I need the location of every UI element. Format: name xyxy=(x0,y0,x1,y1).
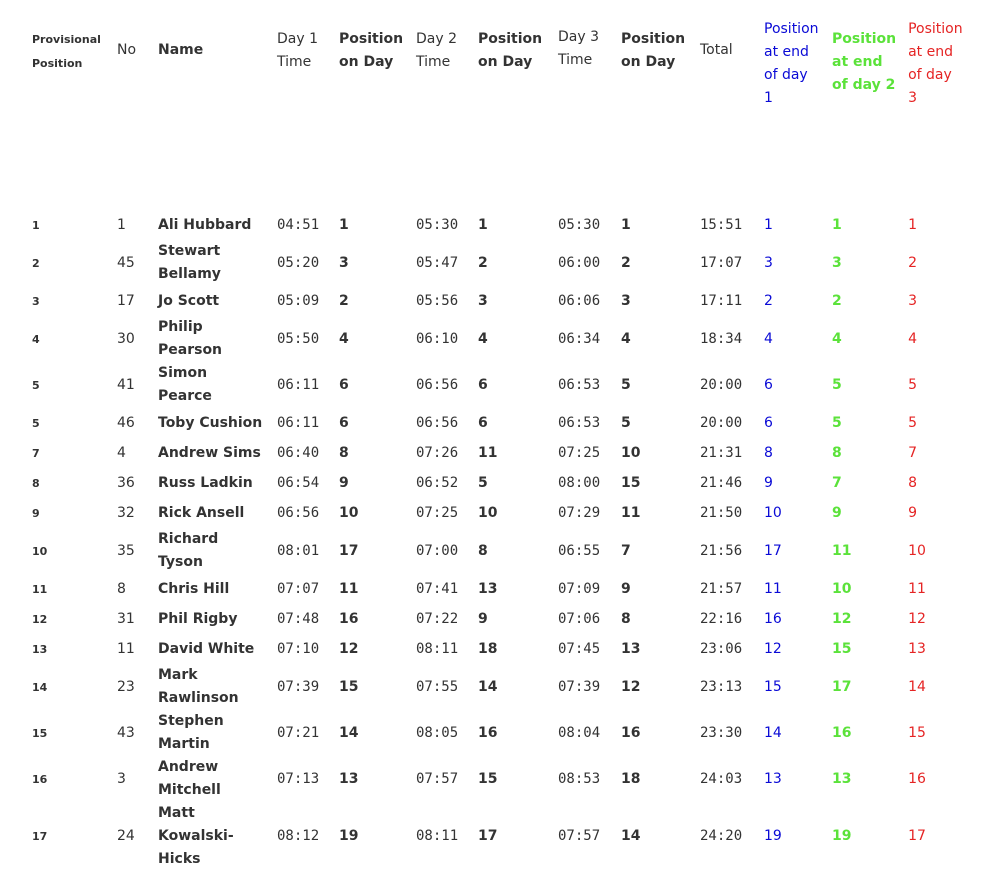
total-time-cell: 18:34 xyxy=(700,330,743,347)
total-time-cell: 23:13 xyxy=(700,678,743,695)
end-day2-position-cell: 15 xyxy=(832,640,852,657)
provisional-position-cell: 11 xyxy=(32,582,48,596)
end-day3-position-cell: 10 xyxy=(908,542,926,559)
table-row xyxy=(26,210,969,240)
results-body xyxy=(26,210,969,871)
table-row xyxy=(26,438,969,468)
runner-number-cell: 23 xyxy=(117,678,135,695)
day2-position-cell: 6 xyxy=(478,376,488,393)
day2-time-cell: 07:41 xyxy=(416,580,459,597)
provisional-position-cell: 3 xyxy=(32,294,40,308)
provisional-position-cell: 14 xyxy=(32,680,48,694)
table-row xyxy=(26,756,969,802)
table-row xyxy=(26,604,969,634)
day3-position-cell: 7 xyxy=(621,542,631,559)
runner-number-cell: 4 xyxy=(117,444,126,461)
end-day3-position-cell: 8 xyxy=(908,474,918,491)
header-position-end-day2: Position at end of day 2 xyxy=(832,31,897,93)
day3-time-cell: 07:06 xyxy=(558,610,601,627)
end-day3-position-cell: 4 xyxy=(908,330,918,347)
day1-position-cell: 15 xyxy=(339,678,359,695)
day2-position-cell: 16 xyxy=(478,724,498,741)
end-day2-position-cell: 19 xyxy=(832,828,852,844)
total-time-cell: 23:30 xyxy=(700,724,743,741)
end-day2-position-cell: 5 xyxy=(832,376,842,393)
runner-name-cell: Jo Scott xyxy=(158,292,220,309)
day1-position-cell: 2 xyxy=(339,292,349,309)
provisional-position-cell: 5 xyxy=(32,416,40,430)
day2-position-cell: 17 xyxy=(478,828,498,844)
table-row xyxy=(26,802,969,871)
total-time-cell: 21:56 xyxy=(700,542,743,559)
header-position-end-day1: Position at end of day 1 xyxy=(764,21,819,106)
day3-time-cell: 06:06 xyxy=(558,292,601,309)
day1-time-cell: 07:21 xyxy=(277,724,320,741)
day3-time-cell: 08:04 xyxy=(558,724,601,741)
table-row xyxy=(26,664,969,710)
provisional-position-cell: 9 xyxy=(32,506,40,520)
total-time-cell: 21:46 xyxy=(700,474,743,491)
day3-time-cell: 07:45 xyxy=(558,640,601,657)
end-day1-position-cell: 4 xyxy=(764,330,773,347)
day2-time-cell: 06:10 xyxy=(416,330,459,347)
day3-position-cell: 5 xyxy=(621,414,631,431)
day1-time-cell: 07:07 xyxy=(277,580,320,597)
day3-time-cell: 07:25 xyxy=(558,444,601,461)
day3-time-cell: 07:29 xyxy=(558,504,601,521)
end-day1-position-cell: 1 xyxy=(764,216,773,233)
table-row xyxy=(26,574,969,604)
header-position-day1: Position on Day xyxy=(339,31,404,70)
day2-position-cell: 3 xyxy=(478,292,488,309)
provisional-position-cell: 13 xyxy=(32,642,48,656)
table-row xyxy=(26,634,969,664)
end-day1-position-cell: 3 xyxy=(764,254,773,271)
day1-time-cell: 06:11 xyxy=(277,376,320,393)
day3-position-cell: 5 xyxy=(621,376,631,393)
day3-time-cell: 06:53 xyxy=(558,414,601,431)
provisional-position-cell: 7 xyxy=(32,446,40,460)
day2-position-cell: 14 xyxy=(478,678,498,695)
day2-position-cell: 15 xyxy=(478,770,498,787)
end-day1-position-cell: 12 xyxy=(764,640,782,657)
provisional-position-cell: 12 xyxy=(32,612,48,626)
end-day1-position-cell: 16 xyxy=(764,610,782,627)
day3-position-cell: 1 xyxy=(621,216,631,233)
runner-number-cell: 31 xyxy=(117,610,135,627)
day1-time-cell: 06:11 xyxy=(277,414,320,431)
runner-name-cell: David White xyxy=(158,640,255,657)
day1-position-cell: 17 xyxy=(339,542,359,559)
end-day1-position-cell: 14 xyxy=(764,724,782,741)
runner-name-cell: Andrew Sims xyxy=(158,444,261,461)
day2-time-cell: 08:05 xyxy=(416,724,459,741)
end-day3-position-cell: 1 xyxy=(908,216,918,233)
day1-position-cell: 1 xyxy=(339,216,349,233)
total-time-cell: 21:31 xyxy=(700,444,743,461)
table-row xyxy=(26,362,969,408)
day1-time-cell: 05:50 xyxy=(277,330,320,347)
provisional-position-cell: 8 xyxy=(32,476,40,490)
day3-position-cell: 13 xyxy=(621,640,641,657)
day1-position-cell: 14 xyxy=(339,724,359,741)
total-time-cell: 23:06 xyxy=(700,640,743,657)
day1-time-cell: 07:48 xyxy=(277,610,320,627)
header-position-end-day3: Position at end of day 3 xyxy=(908,21,963,106)
header-day2-time: Day 2 Time xyxy=(416,31,458,70)
runner-number-cell: 8 xyxy=(117,580,126,597)
day2-time-cell: 06:56 xyxy=(416,414,459,431)
day2-time-cell: 07:00 xyxy=(416,542,459,559)
day1-time-cell: 07:13 xyxy=(277,770,320,787)
runner-name-cell: Simon Pearce xyxy=(158,365,212,404)
day1-time-cell: 06:56 xyxy=(277,504,320,521)
day3-position-cell: 16 xyxy=(621,724,641,741)
day2-position-cell: 1 xyxy=(478,216,488,233)
day1-time-cell: 06:54 xyxy=(277,474,320,491)
provisional-position-cell: 15 xyxy=(32,726,48,740)
end-day2-position-cell: 5 xyxy=(832,414,842,431)
day2-position-cell: 4 xyxy=(478,330,488,347)
day2-time-cell: 08:11 xyxy=(416,828,459,844)
day2-position-cell: 5 xyxy=(478,474,488,491)
runner-number-cell: 3 xyxy=(117,770,126,787)
runner-name-cell: Ali Hubbard xyxy=(158,216,252,233)
day3-time-cell: 06:00 xyxy=(558,254,601,271)
table-row xyxy=(26,468,969,498)
day2-position-cell: 13 xyxy=(478,580,498,597)
day3-time-cell: 06:55 xyxy=(558,542,601,559)
header-day1-time: Day 1 Time xyxy=(277,31,319,70)
table-row xyxy=(26,498,969,528)
end-day2-position-cell: 8 xyxy=(832,444,842,461)
day1-time-cell: 08:12 xyxy=(277,828,320,844)
end-day1-position-cell: 6 xyxy=(764,414,773,431)
day1-time-cell: 08:01 xyxy=(277,542,320,559)
runner-name-cell: Richard Tyson xyxy=(158,531,219,570)
runner-name-cell: Andrew Mitchell xyxy=(158,759,221,798)
table-row xyxy=(26,240,969,286)
day3-time-cell: 06:53 xyxy=(558,376,601,393)
day2-position-cell: 6 xyxy=(478,414,488,431)
end-day3-position-cell: 14 xyxy=(908,678,926,695)
end-day2-position-cell: 2 xyxy=(832,292,842,309)
runner-number-cell: 46 xyxy=(117,414,135,431)
total-time-cell: 17:07 xyxy=(700,254,743,271)
table-row xyxy=(26,710,969,756)
day1-position-cell: 19 xyxy=(339,828,359,844)
day1-time-cell: 05:20 xyxy=(277,254,320,271)
end-day3-position-cell: 9 xyxy=(908,504,918,521)
end-day2-position-cell: 17 xyxy=(832,678,852,695)
end-day2-position-cell: 11 xyxy=(832,542,852,559)
day2-position-cell: 18 xyxy=(478,640,498,657)
runner-number-cell: 24 xyxy=(117,828,135,844)
total-time-cell: 24:03 xyxy=(700,770,743,787)
day1-position-cell: 9 xyxy=(339,474,349,491)
end-day3-position-cell: 15 xyxy=(908,724,926,741)
day1-position-cell: 6 xyxy=(339,376,349,393)
total-time-cell: 20:00 xyxy=(700,414,743,431)
end-day1-position-cell: 13 xyxy=(764,770,782,787)
day3-position-cell: 10 xyxy=(621,444,641,461)
end-day1-position-cell: 10 xyxy=(764,504,782,521)
provisional-position-cell: 2 xyxy=(32,256,40,270)
header-position-day2: Position on Day xyxy=(478,31,543,70)
end-day2-position-cell: 10 xyxy=(832,580,852,597)
end-day2-position-cell: 1 xyxy=(832,216,842,233)
day1-time-cell: 07:39 xyxy=(277,678,320,695)
table-row xyxy=(26,528,969,574)
day2-time-cell: 05:56 xyxy=(416,292,459,309)
runner-name-cell: Matt Kowalski-Hicks xyxy=(158,805,234,867)
provisional-position-cell: 10 xyxy=(32,544,48,558)
total-time-cell: 21:57 xyxy=(700,580,743,597)
day2-time-cell: 05:30 xyxy=(416,216,459,233)
end-day1-position-cell: 19 xyxy=(764,828,782,844)
day3-position-cell: 4 xyxy=(621,330,631,347)
runner-number-cell: 43 xyxy=(117,724,135,741)
day3-position-cell: 8 xyxy=(621,610,631,627)
day3-time-cell: 06:34 xyxy=(558,330,601,347)
end-day3-position-cell: 17 xyxy=(908,828,926,844)
day1-position-cell: 4 xyxy=(339,330,349,347)
runner-name-cell: Rick Ansell xyxy=(158,504,245,521)
day1-time-cell: 05:09 xyxy=(277,292,320,309)
end-day2-position-cell: 7 xyxy=(832,474,842,491)
provisional-position-cell: 17 xyxy=(32,830,48,843)
header-position-day3: Position on Day xyxy=(621,31,686,70)
runner-number-cell: 1 xyxy=(117,216,126,233)
runner-number-cell: 17 xyxy=(117,292,135,309)
header-total: Total xyxy=(700,42,733,58)
day3-time-cell: 07:39 xyxy=(558,678,601,695)
end-day3-position-cell: 3 xyxy=(908,292,918,309)
runner-name-cell: Mark Rawlinson xyxy=(158,667,239,706)
day1-time-cell: 07:10 xyxy=(277,640,320,657)
day1-time-cell: 06:40 xyxy=(277,444,320,461)
day1-position-cell: 3 xyxy=(339,254,349,271)
end-day2-position-cell: 3 xyxy=(832,254,842,271)
day2-time-cell: 08:11 xyxy=(416,640,459,657)
end-day3-position-cell: 11 xyxy=(908,580,926,597)
runner-name-cell: Stewart Bellamy xyxy=(158,243,221,282)
runner-number-cell: 36 xyxy=(117,474,135,491)
end-day3-position-cell: 5 xyxy=(908,414,918,431)
runner-number-cell: 30 xyxy=(117,330,135,347)
day3-time-cell: 07:09 xyxy=(558,580,601,597)
end-day3-position-cell: 12 xyxy=(908,610,926,627)
table-row xyxy=(26,408,969,438)
runner-name-cell: Toby Cushion xyxy=(158,414,263,431)
day1-position-cell: 8 xyxy=(339,444,349,461)
table-row xyxy=(26,316,969,362)
header-provisional-position: Provisional Position xyxy=(32,33,101,70)
day3-position-cell: 3 xyxy=(621,292,631,309)
day2-time-cell: 06:52 xyxy=(416,474,459,491)
day1-position-cell: 16 xyxy=(339,610,359,627)
end-day3-position-cell: 13 xyxy=(908,640,926,657)
day1-position-cell: 6 xyxy=(339,414,349,431)
total-time-cell: 22:16 xyxy=(700,610,743,627)
end-day1-position-cell: 6 xyxy=(764,376,773,393)
end-day2-position-cell: 12 xyxy=(832,610,852,627)
end-day3-position-cell: 16 xyxy=(908,770,926,787)
total-time-cell: 17:11 xyxy=(700,292,743,309)
day2-time-cell: 07:55 xyxy=(416,678,459,695)
runner-number-cell: 32 xyxy=(117,504,135,521)
end-day2-position-cell: 13 xyxy=(832,770,852,787)
day1-position-cell: 13 xyxy=(339,770,359,787)
day1-position-cell: 11 xyxy=(339,580,359,597)
total-time-cell: 20:00 xyxy=(700,376,743,393)
header-row xyxy=(26,18,969,128)
provisional-position-cell: 4 xyxy=(32,332,40,346)
day3-time-cell: 07:57 xyxy=(558,828,601,844)
day2-position-cell: 11 xyxy=(478,444,498,461)
total-time-cell: 24:20 xyxy=(700,828,743,844)
day2-position-cell: 9 xyxy=(478,610,488,627)
day1-position-cell: 10 xyxy=(339,504,359,521)
end-day3-position-cell: 5 xyxy=(908,376,918,393)
table-row xyxy=(26,286,969,316)
provisional-position-cell: 1 xyxy=(32,218,40,232)
runner-number-cell: 41 xyxy=(117,376,135,393)
day1-time-cell: 04:51 xyxy=(277,216,320,233)
end-day2-position-cell: 4 xyxy=(832,330,842,347)
end-day1-position-cell: 15 xyxy=(764,678,782,695)
day2-time-cell: 06:56 xyxy=(416,376,459,393)
runner-number-cell: 11 xyxy=(117,640,135,657)
provisional-position-cell: 5 xyxy=(32,378,40,392)
end-day3-position-cell: 7 xyxy=(908,444,918,461)
provisional-position-cell: 16 xyxy=(32,772,48,786)
day3-position-cell: 18 xyxy=(621,770,641,787)
total-time-cell: 15:51 xyxy=(700,216,743,233)
header-day3-time: Day 3 Time xyxy=(558,29,600,68)
header-spacer xyxy=(26,128,969,210)
day3-position-cell: 14 xyxy=(621,828,641,844)
end-day3-position-cell: 2 xyxy=(908,254,918,271)
day3-position-cell: 9 xyxy=(621,580,631,597)
end-day2-position-cell: 16 xyxy=(832,724,852,741)
end-day1-position-cell: 2 xyxy=(764,292,773,309)
end-day1-position-cell: 11 xyxy=(764,580,782,597)
day2-position-cell: 2 xyxy=(478,254,488,271)
end-day1-position-cell: 8 xyxy=(764,444,773,461)
runner-name-cell: Chris Hill xyxy=(158,580,230,597)
day3-position-cell: 11 xyxy=(621,504,641,521)
end-day1-position-cell: 17 xyxy=(764,542,782,559)
day3-position-cell: 2 xyxy=(621,254,631,271)
end-day1-position-cell: 9 xyxy=(764,474,773,491)
runner-number-cell: 35 xyxy=(117,542,135,559)
day2-position-cell: 8 xyxy=(478,542,488,559)
day2-time-cell: 05:47 xyxy=(416,254,459,271)
runner-name-cell: Stephen Martin xyxy=(158,713,224,752)
day2-time-cell: 07:26 xyxy=(416,444,459,461)
day2-time-cell: 07:25 xyxy=(416,504,459,521)
day3-position-cell: 12 xyxy=(621,678,641,695)
day1-position-cell: 12 xyxy=(339,640,359,657)
day2-time-cell: 07:57 xyxy=(416,770,459,787)
results-table xyxy=(26,18,969,871)
day3-position-cell: 15 xyxy=(621,474,641,491)
end-day2-position-cell: 9 xyxy=(832,504,842,521)
day3-time-cell: 08:00 xyxy=(558,474,601,491)
runner-name-cell: Philip Pearson xyxy=(158,319,223,358)
day3-time-cell: 08:53 xyxy=(558,770,601,787)
runner-number-cell: 45 xyxy=(117,254,135,271)
day2-time-cell: 07:22 xyxy=(416,610,459,627)
header-no: No xyxy=(117,42,137,58)
runner-name-cell: Phil Rigby xyxy=(158,610,238,627)
total-time-cell: 21:50 xyxy=(700,504,743,521)
header-name: Name xyxy=(158,42,204,58)
day3-time-cell: 05:30 xyxy=(558,216,601,233)
runner-name-cell: Russ Ladkin xyxy=(158,474,253,491)
day2-position-cell: 10 xyxy=(478,504,498,521)
